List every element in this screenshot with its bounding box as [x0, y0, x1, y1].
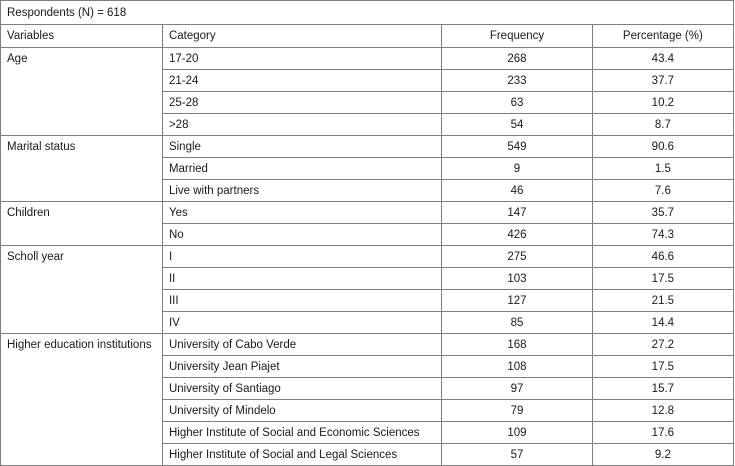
variable-cell: Higher education institutions [1, 334, 163, 466]
frequency-cell: 85 [442, 312, 593, 334]
category-cell: IV [162, 312, 441, 334]
category-cell: III [162, 290, 441, 312]
percentage-cell: 17.5 [592, 268, 733, 290]
frequency-cell: 63 [442, 92, 593, 114]
percentage-cell: 15.7 [592, 378, 733, 400]
percentage-cell: 14.4 [592, 312, 733, 334]
frequency-cell: 127 [442, 290, 593, 312]
table-row [1, 246, 734, 268]
percentage-cell: 21.5 [592, 290, 733, 312]
table-caption: Respondents (N) = 618 [1, 1, 734, 25]
frequency-cell: 54 [442, 114, 593, 136]
header-percentage: Percentage (%) [592, 25, 733, 48]
frequency-cell: 9 [442, 158, 593, 180]
frequency-cell: 109 [442, 422, 593, 444]
table-row [1, 136, 734, 158]
percentage-cell: 46.6 [592, 246, 733, 268]
category-cell: Yes [162, 202, 441, 224]
percentage-cell: 7.6 [592, 180, 733, 202]
table-row [1, 334, 734, 356]
category-cell: Married [162, 158, 441, 180]
variable-cell: Age [1, 48, 163, 136]
percentage-cell: 17.5 [592, 356, 733, 378]
category-cell: 21-24 [162, 70, 441, 92]
percentage-cell: 17.6 [592, 422, 733, 444]
header-category: Category [162, 25, 441, 48]
frequency-cell: 97 [442, 378, 593, 400]
percentage-cell: 8.7 [592, 114, 733, 136]
category-cell: 25-28 [162, 92, 441, 114]
percentage-cell: 74.3 [592, 224, 733, 246]
frequency-cell: 268 [442, 48, 593, 70]
frequency-cell: 79 [442, 400, 593, 422]
percentage-cell: 35.7 [592, 202, 733, 224]
frequency-cell: 233 [442, 70, 593, 92]
percentage-cell: 43.4 [592, 48, 733, 70]
table-row [1, 202, 734, 224]
percentage-cell: 1.5 [592, 158, 733, 180]
category-cell: University of Santiago [162, 378, 441, 400]
category-cell: University of Mindelo [162, 400, 441, 422]
category-cell: Higher Institute of Social and Legal Sciences [162, 444, 441, 466]
frequency-cell: 549 [442, 136, 593, 158]
percentage-cell: 12.8 [592, 400, 733, 422]
table-body [1, 48, 734, 466]
header-row [1, 25, 734, 48]
frequency-cell: 103 [442, 268, 593, 290]
header-frequency: Frequency [442, 25, 593, 48]
category-cell: University of Cabo Verde [162, 334, 441, 356]
frequency-cell: 168 [442, 334, 593, 356]
frequency-cell: 147 [442, 202, 593, 224]
category-cell: Higher Institute of Social and Economic Sciences [162, 422, 441, 444]
category-cell: No [162, 224, 441, 246]
frequency-cell: 46 [442, 180, 593, 202]
category-cell: University Jean Piajet [162, 356, 441, 378]
percentage-cell: 90.6 [592, 136, 733, 158]
variable-cell: Children [1, 202, 163, 246]
percentage-cell: 10.2 [592, 92, 733, 114]
header-variables: Variables [1, 25, 163, 48]
percentage-cell: 27.2 [592, 334, 733, 356]
frequency-cell: 57 [442, 444, 593, 466]
category-cell: II [162, 268, 441, 290]
percentage-cell: 37.7 [592, 70, 733, 92]
category-cell: I [162, 246, 441, 268]
table-row [1, 48, 734, 70]
category-cell: 17-20 [162, 48, 441, 70]
category-cell: Live with partners [162, 180, 441, 202]
frequency-cell: 426 [442, 224, 593, 246]
frequency-cell: 108 [442, 356, 593, 378]
category-cell: Single [162, 136, 441, 158]
category-cell: >28 [162, 114, 441, 136]
variable-cell: Marital status [1, 136, 163, 202]
percentage-cell: 9.2 [592, 444, 733, 466]
caption-row [1, 1, 734, 25]
variable-cell: Scholl year [1, 246, 163, 334]
frequency-cell: 275 [442, 246, 593, 268]
